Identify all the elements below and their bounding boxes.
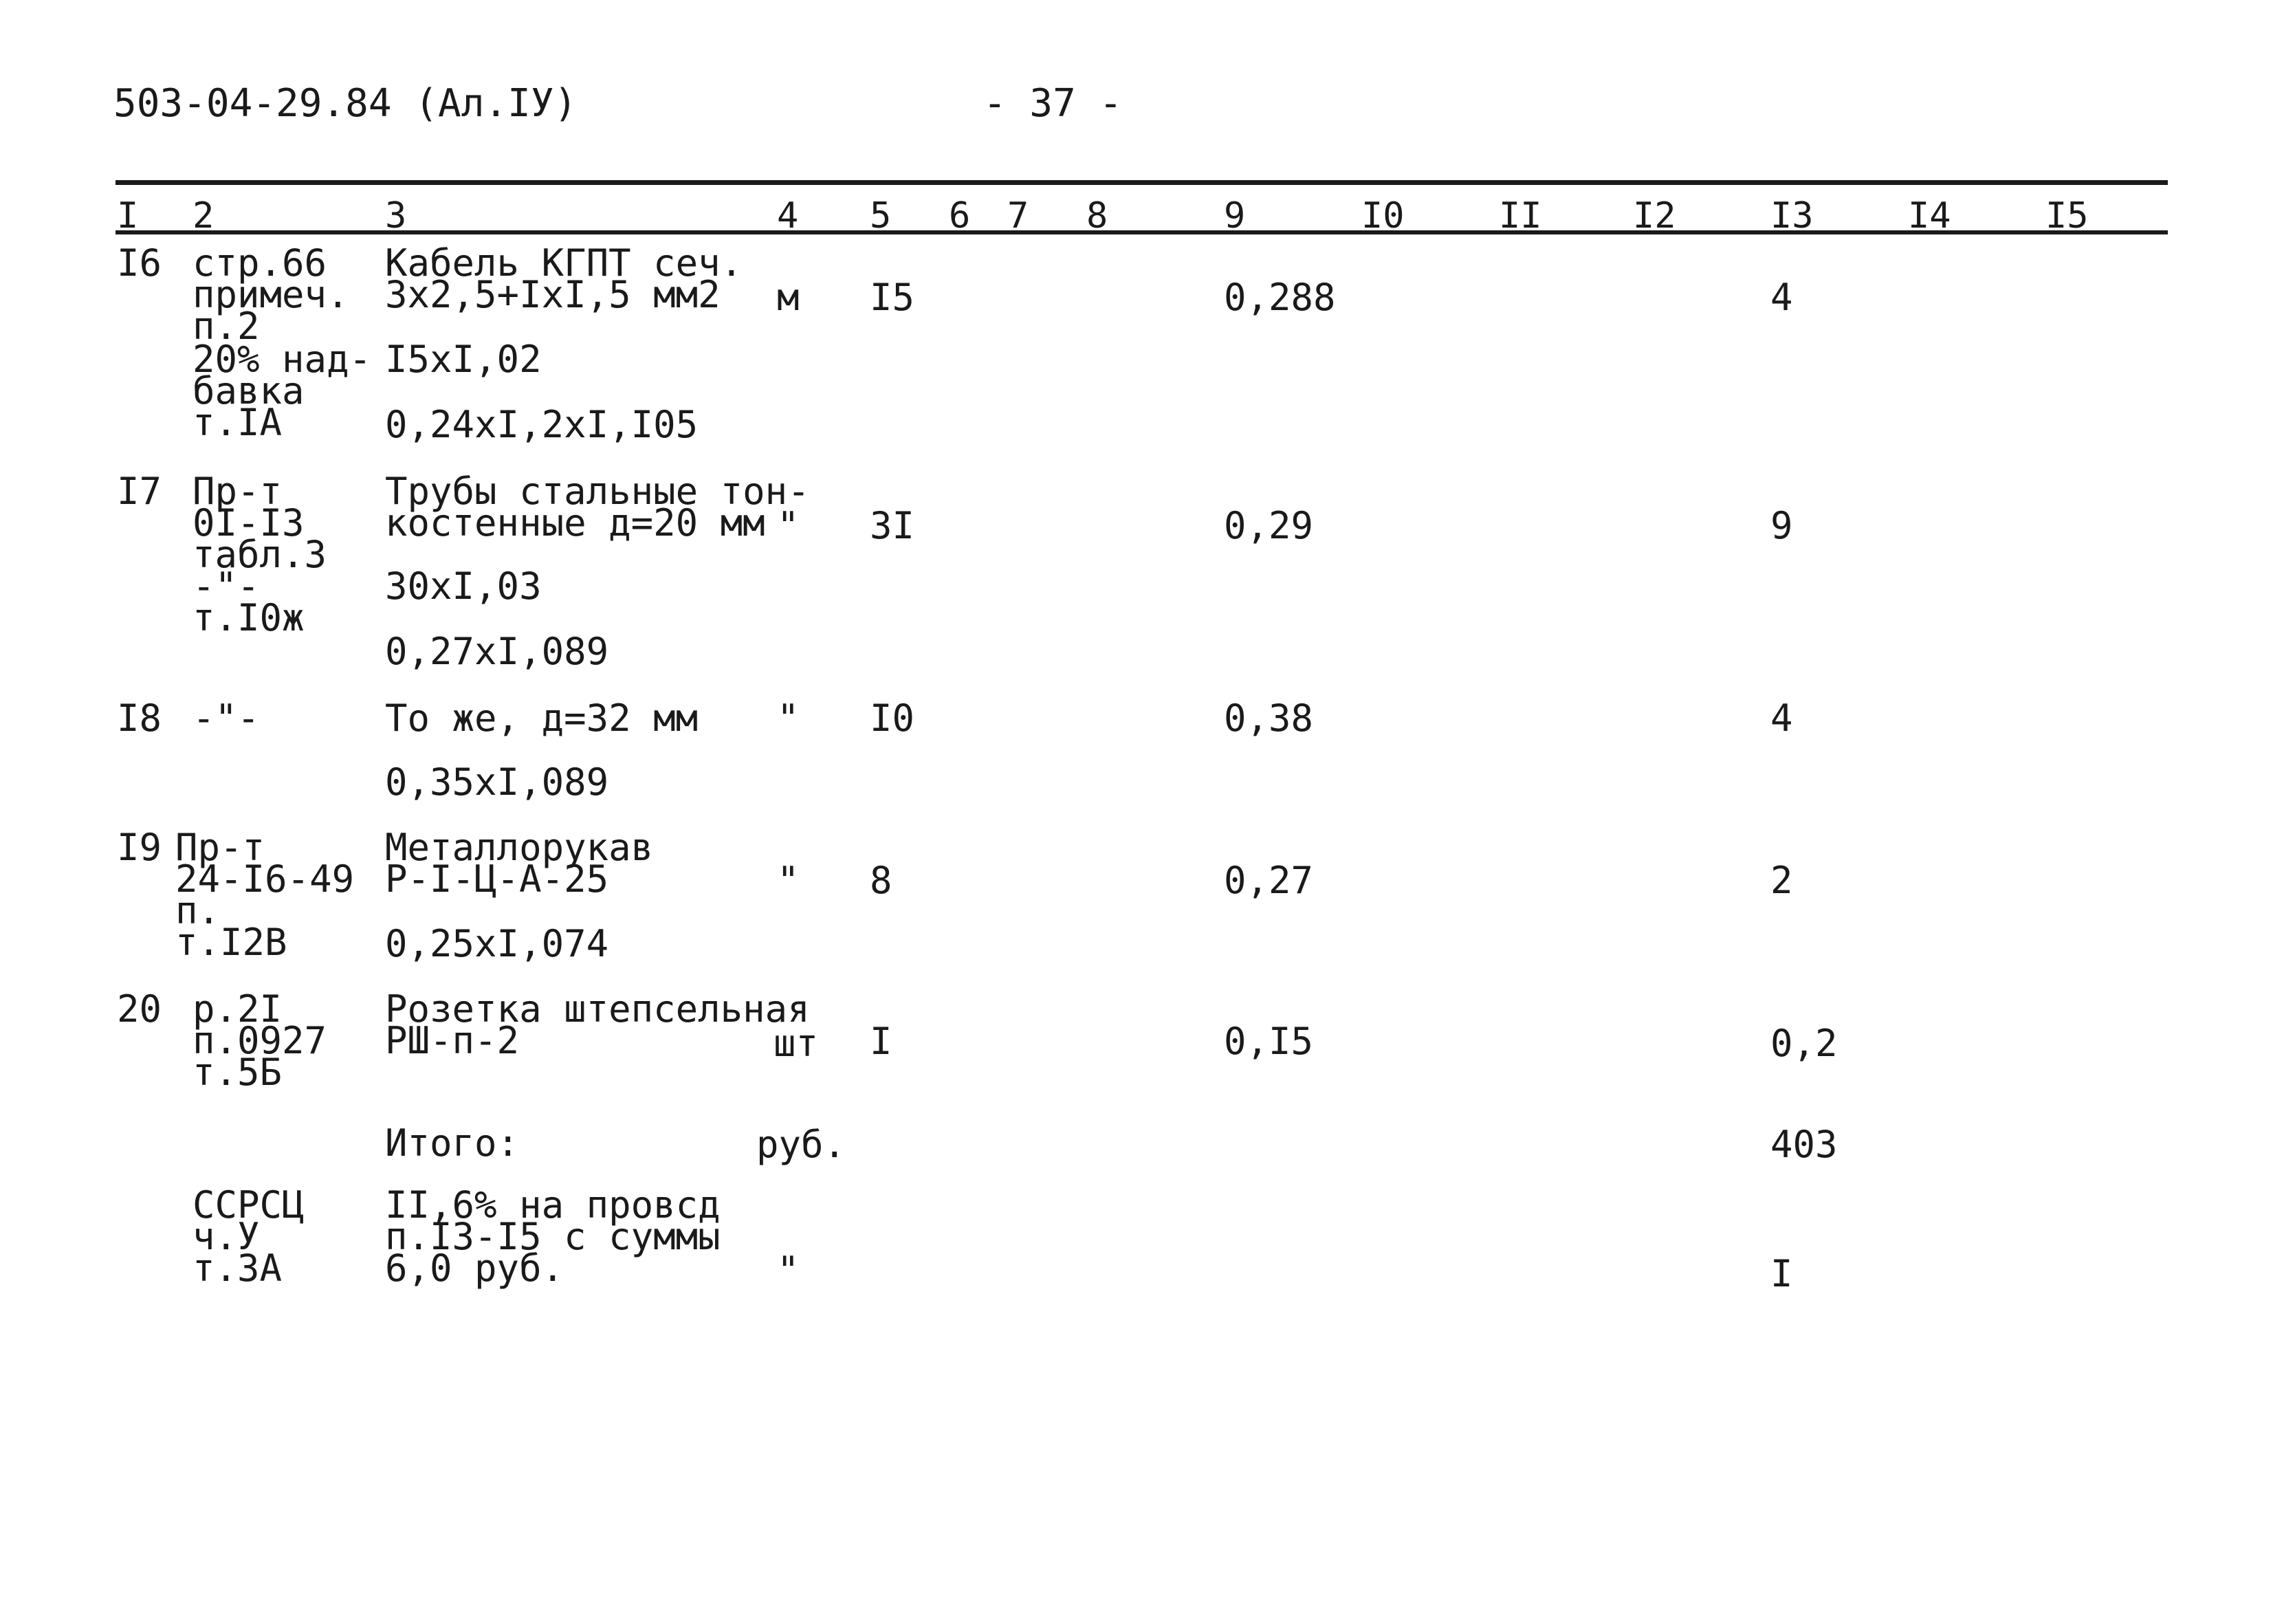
col-header-5: 5 xyxy=(870,195,892,237)
item-name: Кабель КГПТ сеч. 3х2,5+IхI,5 мм2 xyxy=(385,241,743,316)
table-top-rule xyxy=(116,180,2168,185)
quantity: 8 xyxy=(870,859,892,902)
col-header-15: I5 xyxy=(2045,195,2089,237)
unit: м xyxy=(777,276,800,319)
col9-value: 0,29 xyxy=(1224,504,1314,547)
item-calc: 0,27хI,089 xyxy=(385,630,609,673)
quantity: I xyxy=(870,1020,892,1063)
unit: " xyxy=(777,504,800,547)
quantity: 3I xyxy=(870,504,915,547)
col9-value: 0,288 xyxy=(1224,276,1336,319)
extra-unit: " xyxy=(777,1249,800,1292)
item-calc: I5хI,02 xyxy=(385,338,542,381)
document-code: 503-04-29.84 (Ал.IУ) xyxy=(113,81,578,126)
col9-value: 0,I5 xyxy=(1224,1020,1314,1063)
reference: р.2I п.0927 т.5Б xyxy=(193,987,327,1094)
total-unit: руб. xyxy=(756,1123,846,1166)
total-label: Итого: xyxy=(385,1121,520,1165)
row-number: I7 xyxy=(117,470,162,513)
col-header-14: I4 xyxy=(1908,195,1951,237)
reference: -"- xyxy=(193,696,260,740)
item-name: Розетка штепсельная РШ-п-2 xyxy=(385,987,810,1062)
page-number: - 37 - xyxy=(983,81,1123,126)
unit: шт xyxy=(773,1022,819,1065)
row-number: I8 xyxy=(117,696,162,740)
header-bottom-rule xyxy=(116,230,2168,234)
quantity: I5 xyxy=(870,276,915,319)
item-name: Металлорукав Р-I-Ц-А-25 xyxy=(385,826,654,901)
col13-value: 9 xyxy=(1770,504,1793,547)
quantity: I0 xyxy=(870,696,915,740)
col-header-10: I0 xyxy=(1361,195,1405,237)
reference-extra: 20% над- бавка т.IA xyxy=(193,338,372,444)
col13-value: 0,2 xyxy=(1770,1022,1838,1065)
col-header-11: II xyxy=(1499,195,1542,237)
col-header-6: 6 xyxy=(949,195,971,237)
row-number: 20 xyxy=(117,987,162,1031)
col-header-8: 8 xyxy=(1086,195,1108,237)
reference: Пр-т 24-I6-49 п. т.I2В xyxy=(175,826,355,964)
extra-value: I xyxy=(1770,1252,1793,1295)
col-header-9: 9 xyxy=(1224,195,1246,237)
row-number: I9 xyxy=(117,826,162,869)
item-name: Трубы стальные тон- костенные д=20 мм xyxy=(385,470,810,545)
row-number: I6 xyxy=(117,241,162,285)
item-calc: 0,25хI,074 xyxy=(385,922,609,965)
extra-reference: ССРСЦ ч.У т.3А xyxy=(193,1183,305,1290)
item-calc: 0,35хI,089 xyxy=(385,760,609,804)
unit: " xyxy=(777,859,800,902)
col-header-13: I3 xyxy=(1770,195,1814,237)
col13-value: 2 xyxy=(1770,859,1793,902)
col13-value: 4 xyxy=(1770,696,1793,740)
total-value: 403 xyxy=(1770,1123,1838,1166)
col-header-12: I2 xyxy=(1633,195,1676,237)
item-calc: 30хI,03 xyxy=(385,564,542,608)
col-header-4: 4 xyxy=(777,195,799,237)
col9-value: 0,27 xyxy=(1224,859,1314,902)
extra-text: II,6% на провсд п.I3-I5 с суммы 6,0 руб. xyxy=(385,1183,721,1290)
item-calc: 0,24хI,2хI,I05 xyxy=(385,403,699,446)
col-header-1: I xyxy=(117,195,139,237)
reference: стр.66 примеч. п.2 xyxy=(193,241,349,348)
item-name: То же, д=32 мм xyxy=(385,696,699,740)
col-header-7: 7 xyxy=(1007,195,1029,237)
reference: Пр-т 0I-I3 табл.3 -"- т.I0ж xyxy=(193,470,327,639)
col-header-2: 2 xyxy=(193,195,215,237)
unit: " xyxy=(777,696,800,740)
col-header-3: 3 xyxy=(385,195,407,237)
col13-value: 4 xyxy=(1770,276,1793,319)
col9-value: 0,38 xyxy=(1224,696,1314,740)
